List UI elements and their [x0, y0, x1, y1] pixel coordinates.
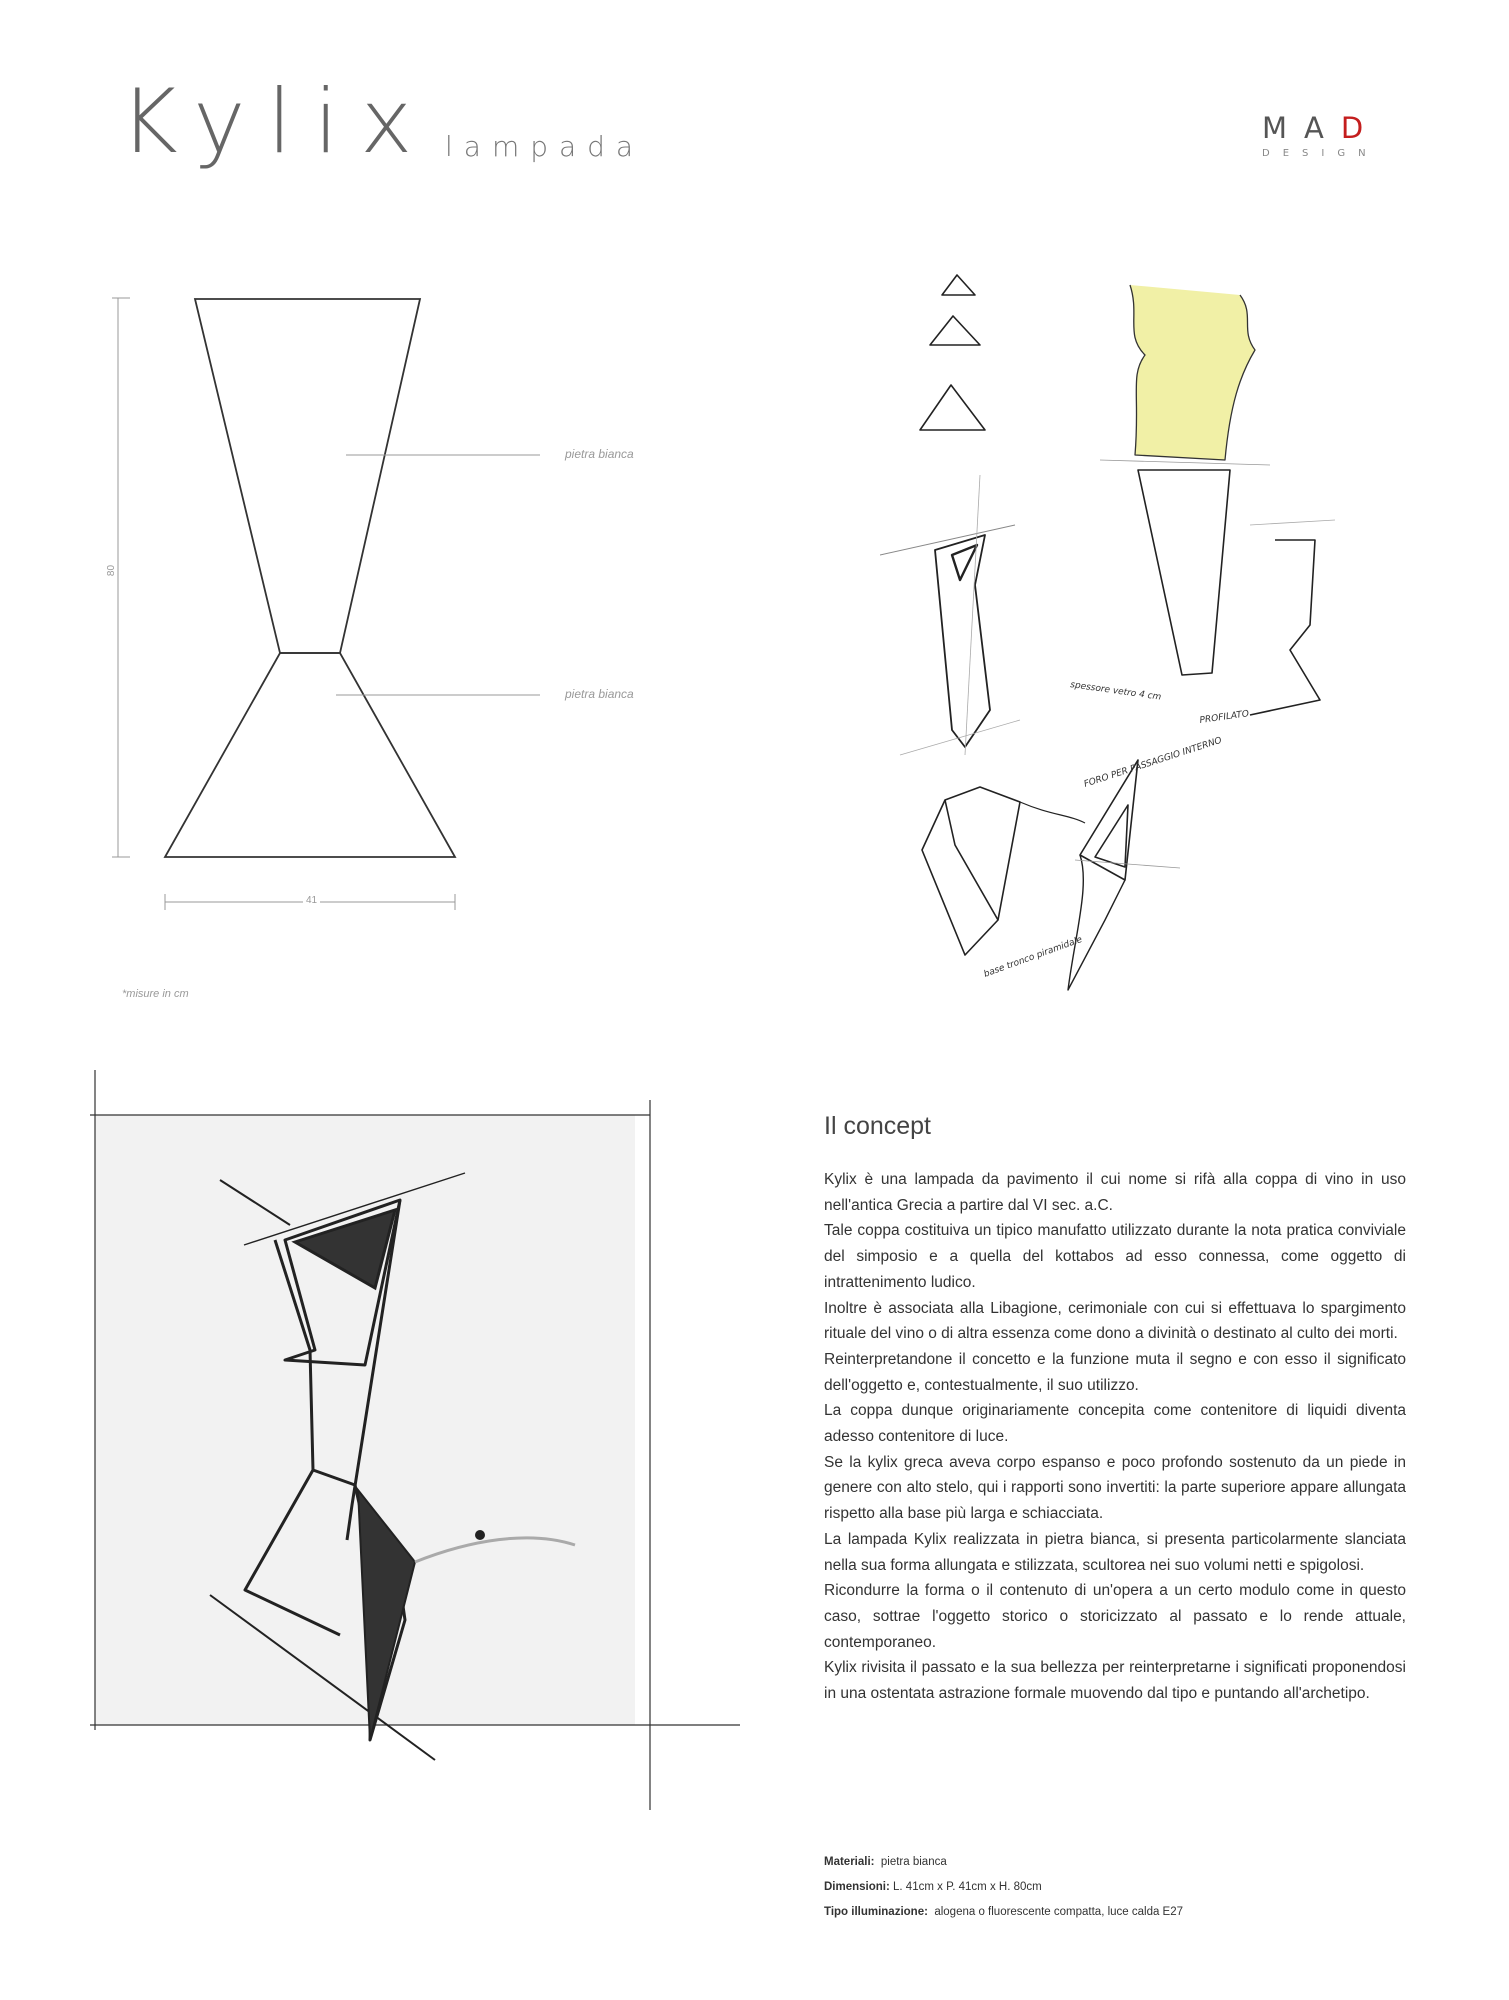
concept-text — [824, 1167, 1406, 1707]
lamp-upper-body-outline — [195, 299, 420, 653]
technical-drawing — [100, 280, 700, 1020]
concept-paragraph: Reinterpretandone il concetto e la funzione muta il segno e con esso il significato dell'oggetto e, contestualmente, il suo utilizzo. — [824, 1350, 1406, 1394]
concept-paragraph: La lampada Kylix realizzata in pietra bianca, si presenta particolarmente slanciata nella sua forma allungata e stilizzata, scultorea nei suo volumi netti e spigolosi. — [824, 1530, 1406, 1574]
sketch-annotation-4: base tronco piramidale — [982, 934, 1084, 980]
sketch-annotation-1: spessore vetro 4 cm — [1069, 680, 1162, 703]
measurement-note: *misure in cm — [122, 988, 189, 1000]
spec-materials-value: pietra bianca — [880, 1856, 947, 1868]
product-specs — [824, 1850, 1183, 1925]
concept-paragraph: La coppa dunque originariamente concepita come contenitore di liquidi diventa adesso contenitore di luce. — [824, 1402, 1406, 1446]
mad-design-logo — [1262, 111, 1381, 159]
material-label-top: pietra bianca — [565, 447, 634, 461]
technical-drawing-svg — [100, 280, 700, 1020]
lamp-drawing — [90, 1060, 750, 1820]
logo-subtitle: DESIGN — [1262, 148, 1379, 159]
spec-dimensions — [824, 1875, 1183, 1900]
spec-lighting — [824, 1900, 1183, 1925]
concept-heading: Il concept — [824, 1112, 932, 1140]
sketch-annotation-3: FORO PER PASSAGGIO INTERNO — [1082, 735, 1224, 790]
concept-paragraph: Se la kylix greca aveva corpo espanso e poco profondo sostenuto da un piede in genere con alto stelo, qui i rapporti sono invertiti: la parte superiore appare allungata rispetto alla base più larga e schiacciata. — [824, 1453, 1406, 1523]
concept-paragraph: Tale coppa costituiva un tipico manufatto utilizzato durante la nota pratica conviviale del simposio e a quella del kottabos ad esso connessa, come oggetto di intrattenimento ludico. — [824, 1222, 1406, 1291]
height-dimension-label: 80 — [106, 564, 118, 577]
sketch-illustration — [880, 255, 1360, 1000]
concept-paragraph: Inoltre è associata alla Libagione, cerimoniale con cui si effettuava lo spargimento rituale del vino o di altra essenza come dono a divinità o destinato al culto dei morti. — [824, 1299, 1406, 1343]
page-subtitle: lampada — [445, 130, 645, 163]
spec-dimensions-label: Dimensioni: — [824, 1881, 890, 1893]
concept-paragraph: Kylix rivisita il passato e la sua bellezza per reinterpretarne i significati proponendosi in una ostentata astrazione formale muovendo dal tipo e puntando all'archetipo. — [824, 1659, 1406, 1703]
sketch-annotation-2: PROFILATO — [1199, 709, 1250, 726]
logo-wordmark — [1262, 111, 1381, 145]
logo-letter-d: D — [1340, 111, 1381, 145]
logo-letters-ma: MA — [1262, 111, 1341, 145]
width-dimension-label: 41 — [303, 895, 320, 906]
page-title: Kylix — [120, 70, 435, 173]
spec-dimensions-value: L. 41cm x P. 41cm x H. 80cm — [893, 1881, 1042, 1893]
concept-sketches — [880, 255, 1360, 1000]
spec-materials-label: Materiali: — [824, 1856, 875, 1868]
lamp-drawing-svg — [90, 1060, 750, 1820]
concept-paragraph: Kylix è una lampada da pavimento il cui nome si rifà alla coppa di vino in uso nell'antica Grecia a partire dal VI sec. a.C. — [824, 1171, 1406, 1214]
spec-materials — [824, 1850, 1183, 1875]
material-label-bottom: pietra bianca — [565, 687, 634, 701]
spec-lighting-label: Tipo illuminazione: — [824, 1906, 928, 1918]
lamp-base-outline — [165, 653, 455, 857]
spec-lighting-value: alogena o fluorescente compatta, luce calda E27 — [934, 1906, 1184, 1918]
concept-paragraph: Ricondurre la forma o il contenuto di un'opera a un certo modulo come in questo caso, sottrae l'oggetto storico o storicizzato al passato e lo rende attuale, contemporaneo. — [824, 1582, 1406, 1651]
